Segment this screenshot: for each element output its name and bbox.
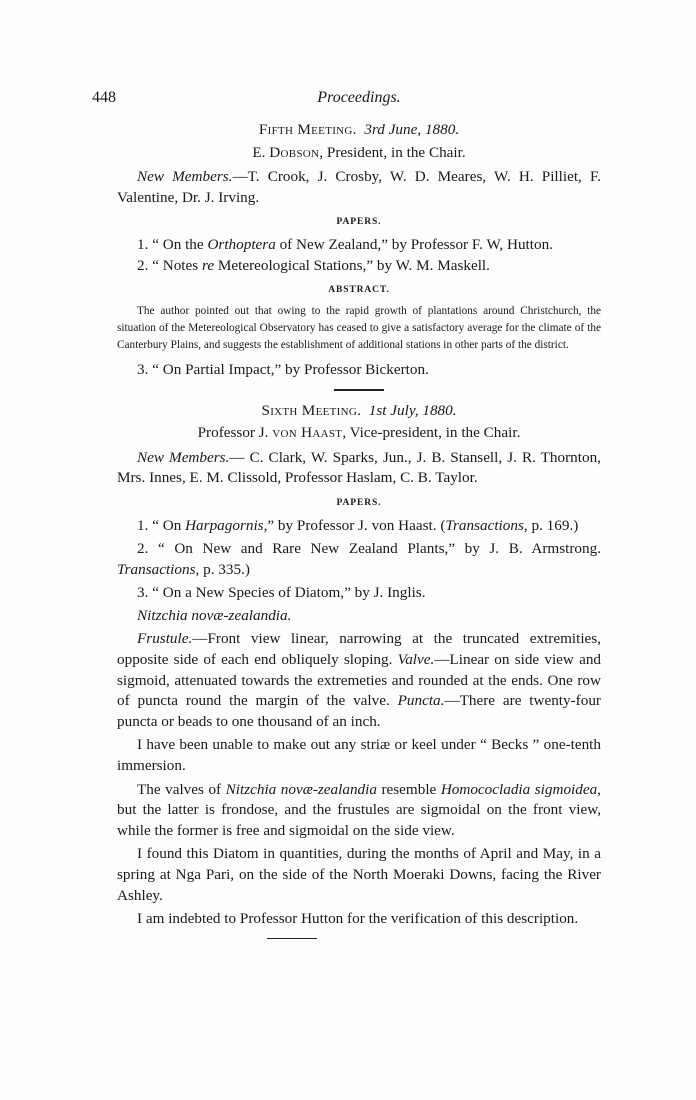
paper-italic: Transactions, bbox=[117, 560, 200, 578]
page bbox=[92, 88, 602, 939]
end-divider bbox=[267, 938, 317, 940]
paper-item bbox=[117, 516, 601, 537]
papers-heading: PAPERS. bbox=[336, 497, 382, 508]
paper-text: p. 169.) bbox=[527, 516, 579, 534]
chair-name: Dobson bbox=[269, 143, 320, 161]
page-number: 448 bbox=[92, 89, 116, 106]
paper-item bbox=[117, 235, 601, 256]
running-head: Proceedings. bbox=[317, 89, 401, 106]
paper-italic: Harpagornis, bbox=[185, 516, 268, 534]
body-text: resemble bbox=[376, 780, 441, 798]
description-text: —There are twenty-four puncta or beads to one thousand of an inch. bbox=[117, 692, 601, 730]
abstract-heading: ABSTRACT. bbox=[328, 285, 390, 296]
chair-initial: E. bbox=[252, 143, 270, 161]
paper-item: 3. “ On a New Species of Diatom,” by J. Inglis. bbox=[137, 584, 426, 602]
paper-italic: re bbox=[201, 256, 215, 274]
paper-item: 3. “ On Partial Impact,” by Professor Bickerton. bbox=[137, 361, 429, 379]
paper-italic: Transactions, bbox=[445, 516, 528, 534]
section-divider bbox=[334, 389, 384, 391]
body-paragraph bbox=[117, 780, 601, 842]
species-italic: Nitzchia novæ-zealandia. bbox=[137, 606, 292, 624]
new-members-list: —T. Crook, J. Crosby, W. D. Meares, W. H. Pilliet, F. Valentine, Dr. J. Irving. bbox=[117, 168, 601, 206]
body-text: The valves of bbox=[137, 780, 226, 798]
meeting-chair bbox=[117, 143, 601, 164]
paper-text: 2. “ On New and Rare New Zealand Plants,” by J. B. Armstrong. bbox=[137, 540, 601, 558]
body-text: but the latter is frondose, and the frustules are sigmoidal on the front view, while the former is free and sigmoidal on the side view. bbox=[117, 801, 601, 839]
paper-text: Metereological Stations,” by W. M. Maskell. bbox=[214, 256, 490, 274]
new-members bbox=[117, 448, 601, 489]
paper-text: ” by Professor J. von Haast. ( bbox=[267, 516, 446, 534]
meeting-date: 1st July, 1880. bbox=[368, 401, 457, 419]
body-paragraph: I found this Diatom in quantities, during the months of April and May, in a spring at Nga Pari, on the side of the North Moeraki Downs, facing the River Ashley. bbox=[117, 845, 601, 904]
paper-text: p. 335.) bbox=[199, 560, 250, 578]
meeting-date: 3rd June, 1880. bbox=[364, 121, 460, 138]
body-paragraph: I am indebted to Professor Hutton for the verification of this description. bbox=[137, 910, 579, 928]
new-members bbox=[117, 167, 601, 208]
chair-prefix: Professor J. bbox=[197, 424, 273, 442]
description-paragraph bbox=[117, 629, 601, 732]
chair-role: , President, in the Chair. bbox=[319, 143, 466, 161]
meeting-chair bbox=[117, 423, 601, 444]
body-italic: Homococladia sigmoidea, bbox=[440, 780, 601, 798]
paper-item bbox=[117, 539, 601, 580]
new-members-label: New Members. bbox=[137, 168, 233, 186]
body-paragraph: I have been unable to make out any striæ or keel under “ Becks ” one-tenth immersion. bbox=[117, 736, 601, 775]
meeting-title bbox=[117, 120, 601, 141]
term-label: Valve. bbox=[397, 651, 435, 669]
chair-role: , Vice-president, in the Chair. bbox=[342, 424, 521, 442]
paper-text: 1. “ On bbox=[137, 516, 186, 534]
abstract-text: The author pointed out that owing to the rapid growth of plantations around Christchurch, the situation of the Metereological Observatory has ceased to give a satisfactory average for the climate of the Canterbury Plains, and suggests the establishment of additional stations in other parts of the district. bbox=[117, 304, 601, 352]
paper-italic: Orthoptera bbox=[207, 235, 276, 253]
meeting-title bbox=[117, 401, 601, 422]
paper-text: 1. “ On the bbox=[137, 235, 208, 253]
new-members-list: — C. Clark, W. Sparks, Jun., J. B. Stansell, J. R. Thornton, Mrs. Innes, E. M. Clissold, Professor Haslam, C. B. Taylor. bbox=[117, 448, 601, 487]
paper-item bbox=[117, 256, 601, 277]
paper-text: 2. “ Notes bbox=[137, 256, 202, 274]
term-label: Puncta. bbox=[397, 692, 445, 710]
meeting-title-label: Sixth Meeting. bbox=[261, 401, 362, 419]
page-header bbox=[92, 88, 601, 112]
papers-heading: PAPERS. bbox=[336, 217, 382, 228]
new-members-label: New Members. bbox=[137, 448, 230, 466]
chair-name: von Haast bbox=[272, 424, 343, 442]
meeting-title-label: Fifth Meeting. bbox=[258, 121, 357, 138]
description-text: —Linear on side view and sigmoid, attenuated towards the extremeties and rounded at the ends. One row of puncta round the margin of the valve. bbox=[117, 651, 602, 710]
species-name bbox=[117, 606, 601, 627]
paper-text: of New Zealand,” by Professor F. W, Hutton. bbox=[275, 235, 553, 253]
body-italic: Nitzchia novæ-zealandia bbox=[225, 780, 377, 798]
term-label: Frustule. bbox=[137, 630, 193, 648]
description-text: —Front view linear, narrowing at the truncated extremities, opposite side of each end obliquely sloping. bbox=[117, 630, 601, 669]
